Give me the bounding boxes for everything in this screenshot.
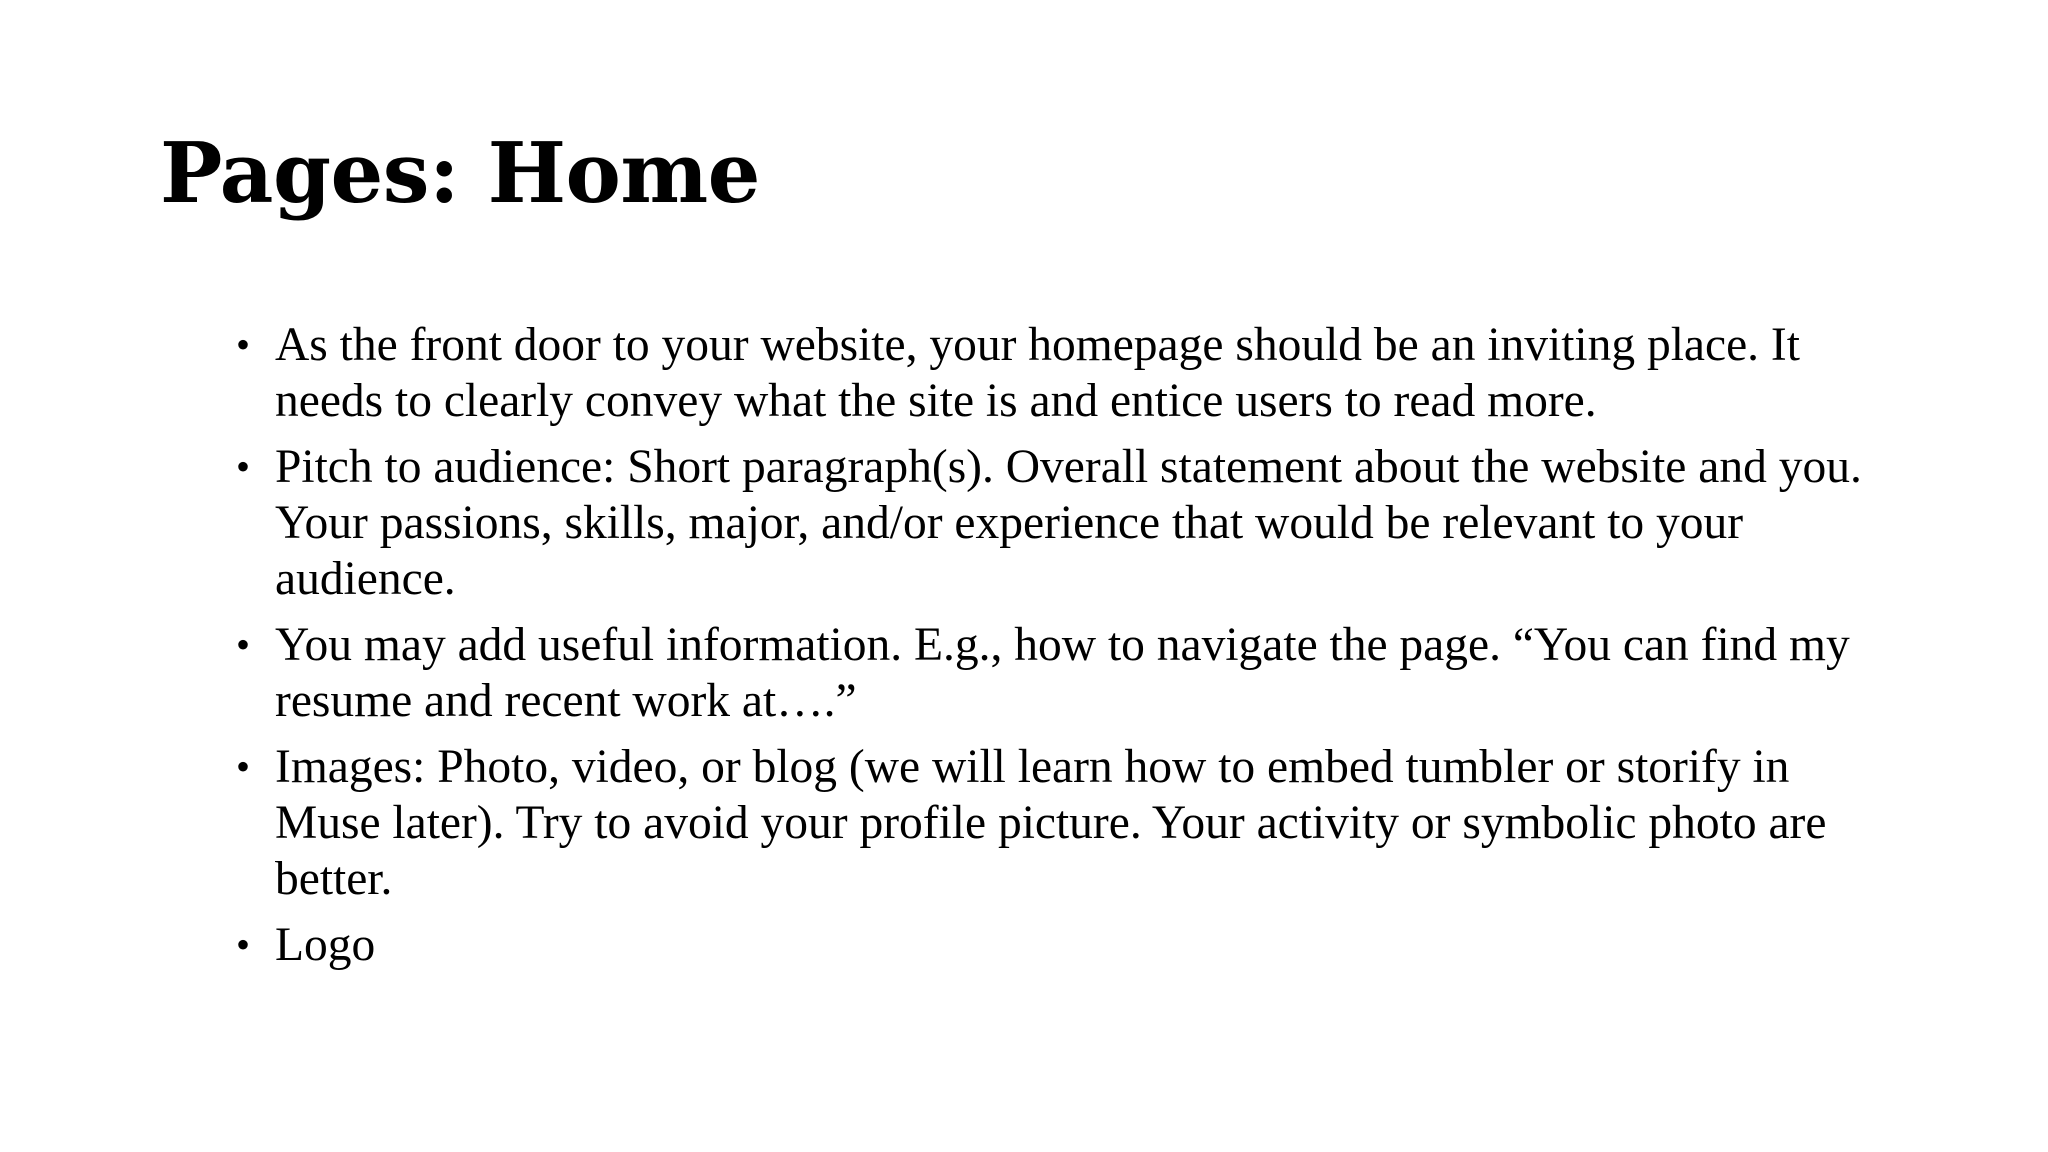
bullet-point-icon: • [236,444,251,489]
bullet-item [236,617,1876,729]
bullet-text: Images: Photo, video, or blog (we will learn how to embed tumbler or storify in Muse later). Try to avoid your profile picture. Your activity or symbolic photo are better. [275,741,1827,905]
bullet-item [236,739,1876,907]
bullet-point-icon: • [236,922,251,967]
bullet-list [236,317,1876,983]
bullet-text: Logo [275,919,376,971]
bullet-text: As the front door to your website, your homepage should be an inviting place. It needs to clearly convey what the site is and entice users to read more. [275,319,1800,427]
bullet-item [236,917,1876,973]
bullet-item [236,439,1876,607]
bullet-point-icon: • [236,622,251,667]
bullet-text: Pitch to audience: Short paragraph(s). Overall statement about the website and you. Your passions, skills, major, and/or experience that would be relevant to your audience. [275,441,1862,605]
bullet-point-icon: • [236,744,251,789]
bullet-item [236,317,1876,429]
slide-title: Pages: Home [160,124,760,222]
bullet-point-icon: • [236,322,251,367]
bullet-text: You may add useful information. E.g., how to navigate the page. “You can find my resume and recent work at….” [275,619,1850,727]
